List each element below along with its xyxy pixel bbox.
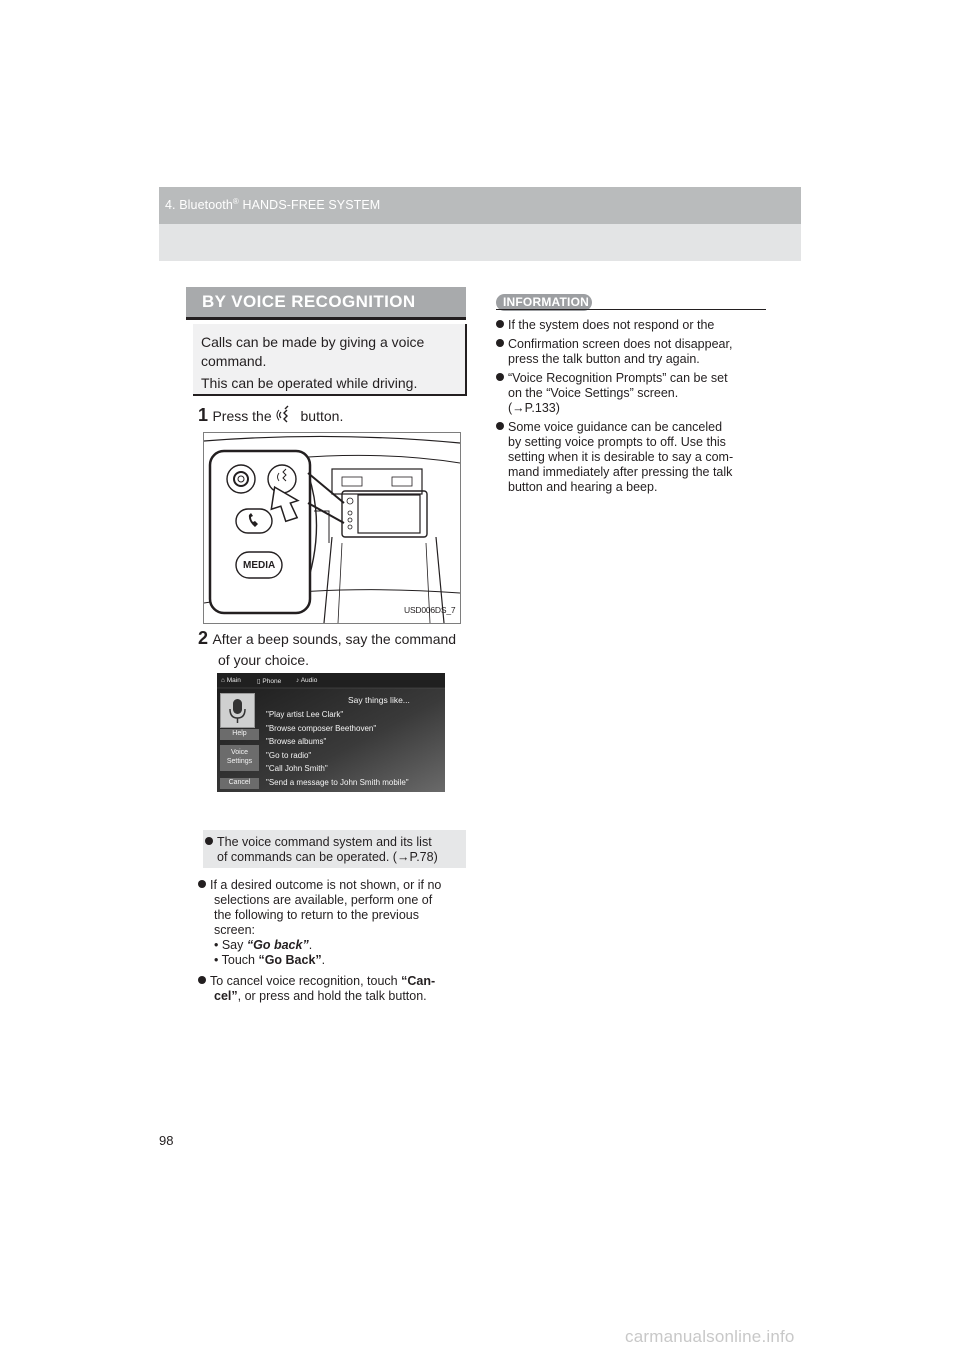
talk-icon bbox=[276, 404, 296, 426]
bullet-icon bbox=[496, 422, 504, 430]
step-1-text-before: Press the bbox=[212, 408, 272, 424]
bullet-icon bbox=[198, 976, 206, 984]
command-item: "Send a message to John Smith mobile" bbox=[266, 778, 409, 787]
command-item: "Play artist Lee Clark" bbox=[266, 710, 344, 719]
cancel-button[interactable]: Cancel bbox=[220, 778, 259, 789]
media-button-label: MEDIA bbox=[243, 560, 276, 571]
intro-line-1: Calls can be made by giving a voice bbox=[201, 334, 425, 350]
step-1 bbox=[198, 404, 343, 426]
microphone-icon bbox=[220, 693, 255, 728]
chapter-header bbox=[159, 187, 801, 261]
step-1-text-after: button. bbox=[300, 408, 344, 424]
tab-audio[interactable]: ♪ Audio bbox=[296, 677, 318, 684]
note-box bbox=[203, 830, 466, 868]
command-item: "Go to radio" bbox=[266, 751, 312, 760]
tab-phone[interactable]: ▯ Phone bbox=[257, 678, 282, 685]
command-item: "Browse albums" bbox=[266, 737, 327, 746]
bullet-icon bbox=[496, 320, 504, 328]
step-2-line-1: After a beep sounds, say the command bbox=[212, 631, 457, 647]
say-things-title: Say things like... bbox=[348, 695, 410, 705]
tab-main[interactable]: ⌂ Main bbox=[221, 677, 241, 684]
information-divider bbox=[496, 309, 766, 310]
chapter-header-strip bbox=[159, 187, 801, 224]
steering-wheel-figure bbox=[203, 432, 461, 624]
intro-line-2: command. bbox=[201, 353, 267, 369]
step-2-line-2: of your choice. bbox=[218, 652, 310, 668]
chapter-title: 4. Bluetooth® HANDS-FREE SYSTEM bbox=[165, 197, 381, 213]
voice-settings-button[interactable]: Voice Settings bbox=[220, 745, 259, 771]
information-label: INFORMATION bbox=[496, 294, 592, 311]
step-2 bbox=[198, 628, 456, 649]
command-item: "Browse composer Beethoven" bbox=[266, 724, 377, 733]
figure-code: USD006DS_7 bbox=[404, 605, 456, 615]
step-1-number: 1 bbox=[198, 405, 209, 425]
section-title bbox=[186, 287, 466, 320]
say-go-back: • Say “Go back”. bbox=[214, 938, 313, 952]
intro-box bbox=[193, 324, 467, 396]
note-line-2: of commands can be operated. (→P.78) bbox=[217, 850, 438, 864]
watermark: carmanualsonline.info bbox=[625, 1327, 795, 1346]
page-number: 98 bbox=[159, 1133, 174, 1148]
voice-recognition-screen bbox=[217, 673, 445, 792]
command-item: "Call John Smith" bbox=[266, 764, 328, 773]
bullet-icon bbox=[205, 837, 213, 845]
bullet-icon bbox=[496, 373, 504, 381]
intro-line-3: This can be operated while driving. bbox=[201, 375, 418, 391]
bullet-icon bbox=[496, 339, 504, 347]
touch-go-back: • Touch “Go Back”. bbox=[214, 953, 326, 967]
help-button[interactable]: Help bbox=[220, 729, 259, 740]
section-title-text: BY VOICE RECOGNITION bbox=[202, 292, 416, 311]
steering-wheel-illustration bbox=[204, 433, 460, 623]
step-2-number: 2 bbox=[198, 628, 209, 648]
note-line-1: The voice command system and its list bbox=[205, 835, 432, 850]
bullet-icon bbox=[198, 880, 206, 888]
